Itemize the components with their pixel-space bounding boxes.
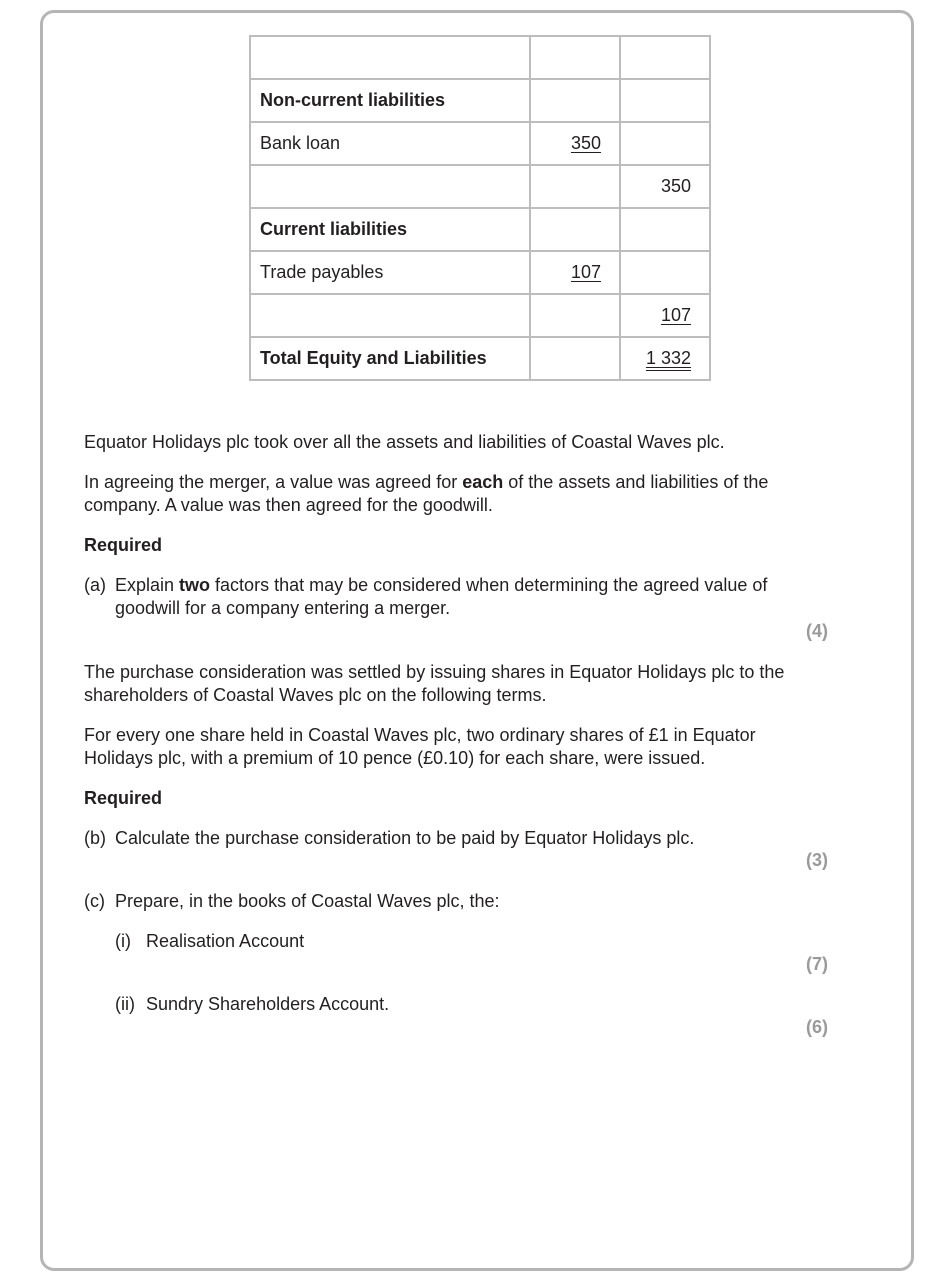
row-label (250, 36, 530, 79)
row-value-1 (530, 337, 620, 380)
row-label-trade-payables: Trade payables (250, 251, 530, 294)
question-a-marks: (4) (806, 621, 828, 641)
row-value-2 (620, 36, 710, 79)
row-value-2 (620, 122, 710, 165)
emphasis-two: two (179, 575, 211, 595)
table-row (250, 337, 710, 380)
question-a-text (115, 574, 805, 620)
row-label (250, 294, 530, 337)
row-value-2 (620, 251, 710, 294)
table-row (250, 294, 710, 337)
question-c-i-text: Realisation Account (146, 931, 305, 951)
table-row (250, 79, 710, 122)
question-c-i-label: (i) (115, 931, 131, 951)
row-label-total-equity-liabilities: Total Equity and Liabilities (250, 337, 530, 380)
balance-sheet-table (249, 35, 711, 381)
row-value-2 (620, 79, 710, 122)
row-label (250, 165, 530, 208)
row-value-1 (530, 208, 620, 251)
table-row (250, 122, 710, 165)
row-value-1 (530, 165, 620, 208)
paragraph-purchase-consideration: The purchase consideration was settled by issuing shares in Equator Holidays plc to the shareholders of Coastal Waves plc on the following terms. (84, 662, 785, 705)
table-row (250, 36, 710, 79)
question-c-label: (c) (84, 891, 105, 911)
table-row (250, 165, 710, 208)
required-heading-2: Required (84, 788, 163, 808)
table-row (250, 251, 710, 294)
paragraph-takeover: Equator Holidays plc took over all the assets and liabilities of Coastal Waves plc. (84, 432, 725, 452)
paragraph-merger-values (84, 471, 814, 517)
question-b-text: Calculate the purchase consideration to be paid by Equator Holidays plc. (115, 828, 695, 848)
row-value-1 (530, 36, 620, 79)
question-b-marks: (3) (806, 850, 828, 870)
question-a-label: (a) (84, 575, 106, 595)
row-value-2 (620, 208, 710, 251)
question-c-ii-marks: (6) (806, 1017, 828, 1037)
text-span: In agreeing the merger, a value was agreed for (84, 472, 463, 492)
paragraph-share-terms: For every one share held in Coastal Waves plc, two ordinary shares of £1 in Equator Holidays plc, with a premium of 10 pence (£0.10) for each share, were issued. (84, 725, 756, 768)
bank-loan-value: 350 (570, 133, 601, 153)
row-value-1 (530, 294, 620, 337)
text-span: of the assets and liabilities of the company. A value was then agreed for the goodwill. (84, 472, 769, 515)
current-total: 107 (660, 305, 691, 325)
question-c-ii-text: Sundry Shareholders Account. (146, 994, 390, 1014)
question-c-ii-label: (ii) (115, 994, 135, 1014)
trade-payables-value: 107 (570, 262, 601, 282)
text-span: factors that may be considered when determining the agreed value of goodwill for a company entering a merger. (115, 575, 768, 618)
section-heading-current-liabilities: Current liabilities (250, 208, 530, 251)
section-heading-non-current-liabilities: Non-current liabilities (250, 79, 530, 122)
question-b-label: (b) (84, 828, 106, 848)
question-c-i-marks: (7) (806, 954, 828, 974)
text-span: Explain (115, 575, 180, 595)
row-label-bank-loan: Bank loan (250, 122, 530, 165)
question-c-text: Prepare, in the books of Coastal Waves plc, the: (115, 891, 500, 911)
non-current-total: 350 (620, 165, 710, 208)
row-value-1 (530, 79, 620, 122)
emphasis-each: each (462, 472, 504, 492)
table-row (250, 208, 710, 251)
grand-total: 1 332 (645, 348, 691, 368)
required-heading-1: Required (84, 535, 163, 555)
